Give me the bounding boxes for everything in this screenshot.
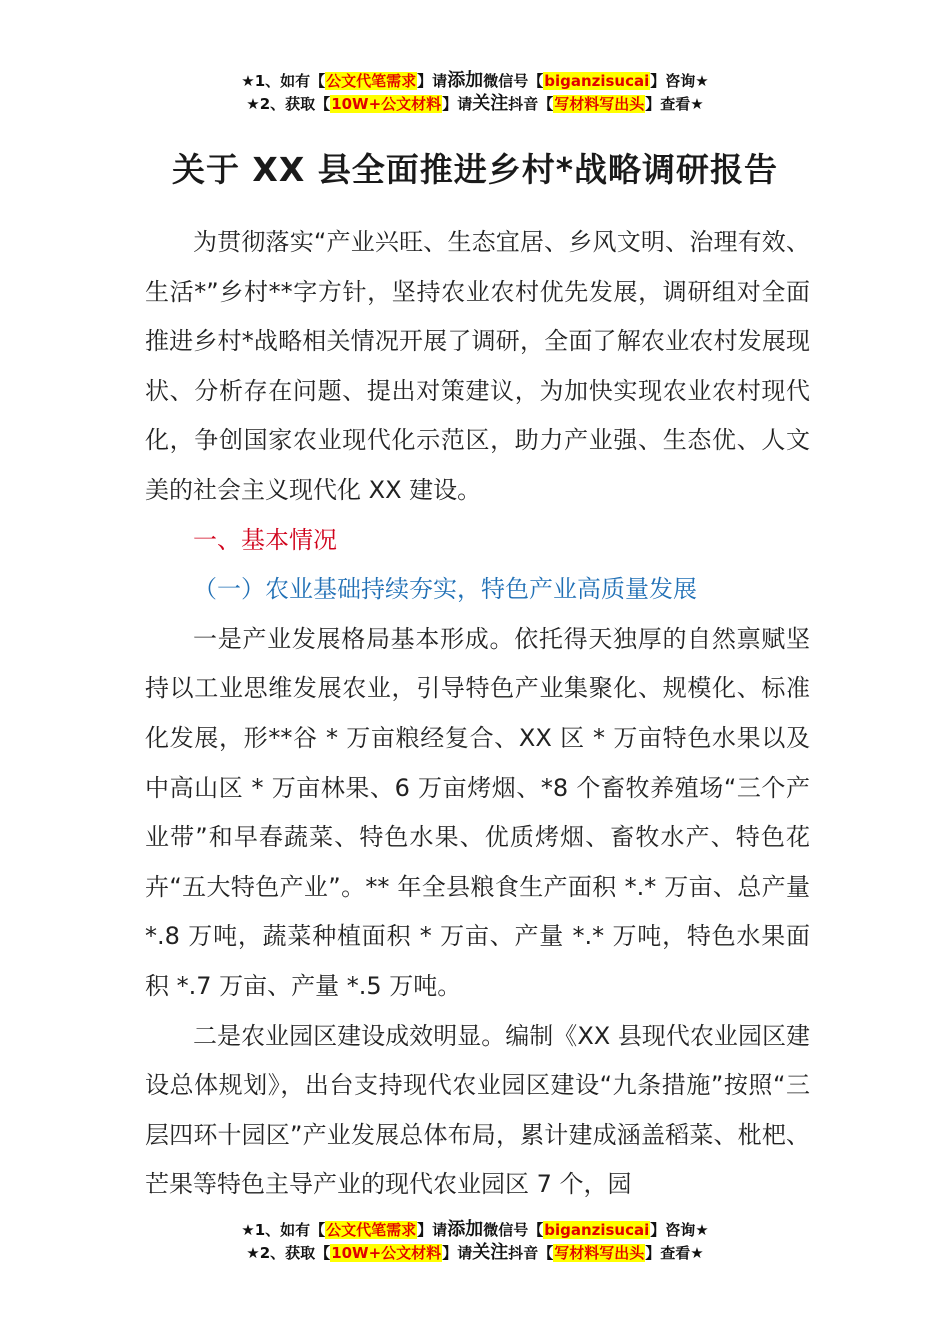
highlight-douyin: 写材料写出头 <box>554 95 645 113</box>
document-title: 关于 XX 县全面推进乡村*战略调研报告 <box>171 150 779 189</box>
highlight-materials: 10W+公文材料 <box>331 1244 442 1262</box>
star-icon: ★ <box>246 95 260 113</box>
highlight-service: 公文代笔需求 <box>326 72 417 90</box>
star-icon: ★ <box>690 1244 704 1262</box>
top-notice <box>0 69 950 115</box>
notice-line-2: ★2、获取【10W+公文材料】请关注抖音【写材料写出头】查看★ <box>246 1242 704 1263</box>
subsection-heading: （一）农业基础持续夯实，特色产业高质量发展 <box>193 575 697 604</box>
highlight-materials: 10W+公文材料 <box>331 95 442 113</box>
highlight-wechat-id: biganzisucai <box>544 1221 650 1239</box>
notice-line-1: ★1、如有【公文代笔需求】请添加微信号【biganzisucai】咨询★ <box>241 1219 709 1240</box>
star-icon: ★ <box>246 1244 260 1262</box>
highlight-wechat-id: biganzisucai <box>544 72 650 90</box>
section-heading: 一、基本情况 <box>193 525 337 554</box>
star-icon: ★ <box>241 1221 255 1239</box>
intro-paragraph: 为贯彻落实“产业兴旺、生态宜居、乡风文明、治理有效、生活*”乡村**字方针，坚持农业农村优先发展，调研组对全面推进乡村*战略相关情况开展了调研，全面了解农业农村发展现状、分析存在问题、提出对策建议，为加快实现农业农村现代化，争创国家农业现代化示范区，助力产业强、生态优、人文美的社会主义现代化 XX 建设。 <box>145 228 810 504</box>
body-paragraph: 二是农业园区建设成效明显。编制《XX 县现代农业园区建设总体规划》，出台支持现代农业园区建设“九条措施”按照“三层四环十园区”产业发展总体布局，累计建成涵盖稻菜、枇杷、芒果等特色主导产业的现代农业园区 7 个，园 <box>145 1021 810 1199</box>
star-icon: ★ <box>695 1221 709 1239</box>
notice-line-1: ★1、如有【公文代笔需求】请添加微信号【biganzisucai】咨询★ <box>241 70 709 91</box>
body-paragraph: 一是产业发展格局基本形成。依托得天独厚的自然禀赋坚持以工业思维发展农业，引导特色产业集聚化、规模化、标准化发展，形**谷 * 万亩粮经复合、XX 区 * 万亩特色水果以及中高山区 * 万亩林果、6 万亩烤烟、*8 个畜牧养殖场“三个产业带”和早春蔬菜、特色水果、优质烤烟、畜牧水产、特色花卉“五大特色产业”。** 年全县粮食生产面积 *.* 万亩、总产量 *.8 万吨，蔬菜种植面积 * 万亩、产量 *.* 万吨，特色水果面积 *.7 万亩、产量 *.5 万吨。 <box>145 624 810 1000</box>
highlight-service: 公文代笔需求 <box>326 1221 417 1239</box>
highlight-douyin: 写材料写出头 <box>554 1244 645 1262</box>
notice-line-2: ★2、获取【10W+公文材料】请关注抖音【写材料写出头】查看★ <box>246 93 704 114</box>
star-icon: ★ <box>690 95 704 113</box>
star-icon: ★ <box>695 72 709 90</box>
star-icon: ★ <box>241 72 255 90</box>
bottom-notice <box>0 1218 950 1264</box>
document-body <box>145 218 810 1210</box>
